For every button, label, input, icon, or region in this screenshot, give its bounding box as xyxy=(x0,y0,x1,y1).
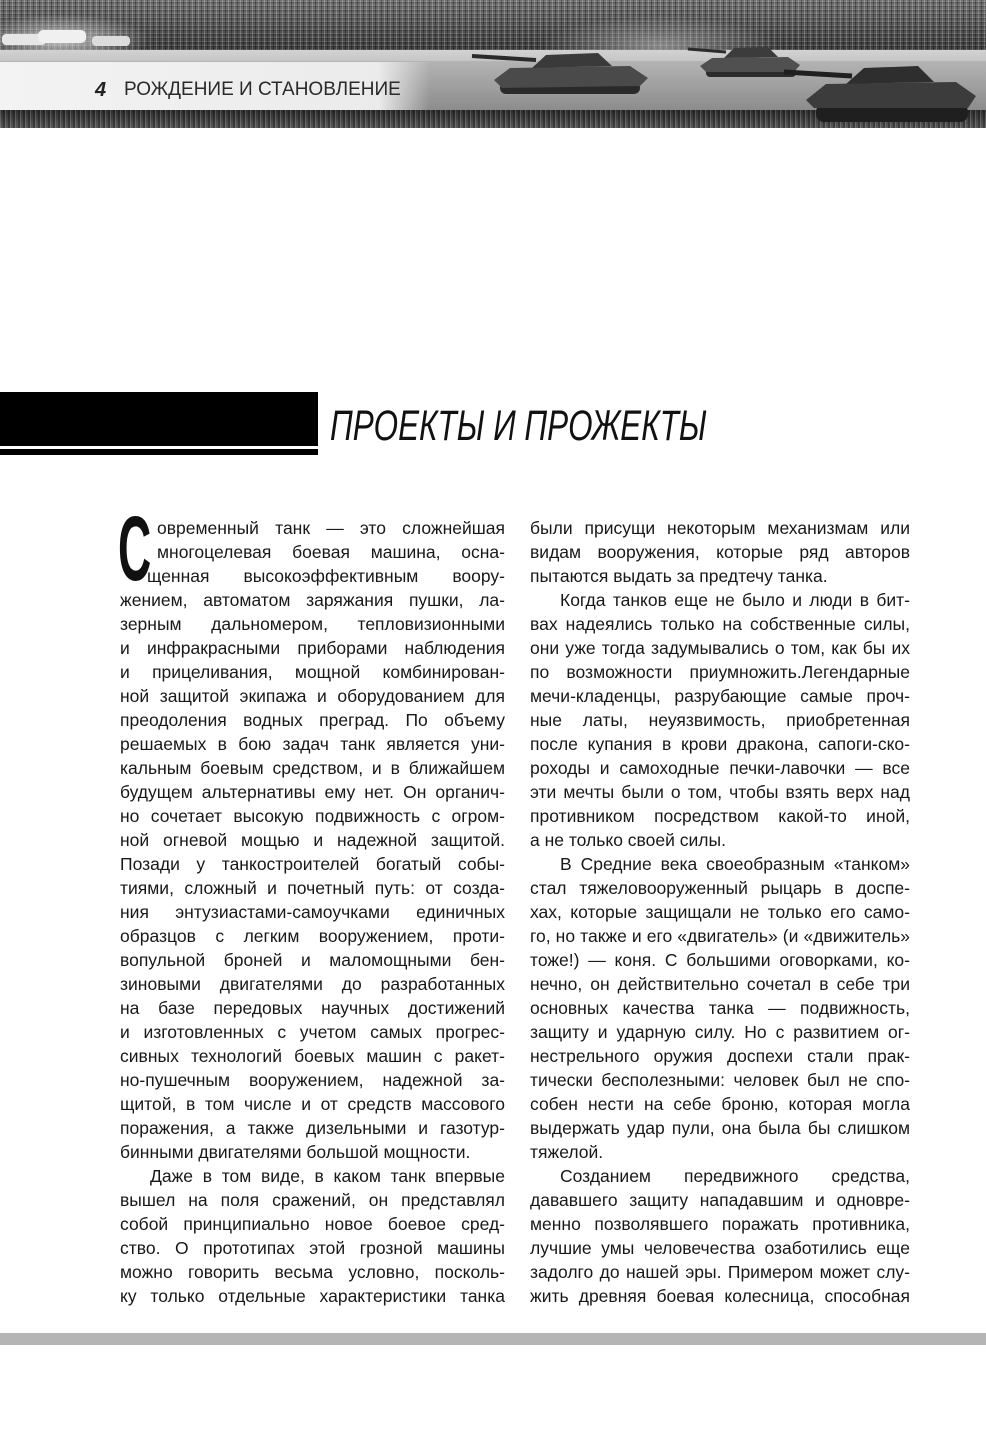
text-line: можно говорить весьма условно, посколь- xyxy=(120,1262,505,1282)
text-line: стал тяжеловооруженный рыцарь в доспе- xyxy=(530,878,910,898)
tank-turret xyxy=(846,66,934,84)
text-line: собой принципиально новое боевое сред- xyxy=(120,1214,505,1234)
text-line: В Средние века своеобразным «танком» xyxy=(560,854,910,874)
footer-bar xyxy=(0,1333,986,1345)
text-line: защиту и ударную силу. Но с развитием ог- xyxy=(530,1022,910,1042)
text-line: ные латы, неуязвимость, приобретенная xyxy=(530,710,910,730)
car-silhouette xyxy=(92,36,130,46)
text-line: собен нести на себе броню, которая могла xyxy=(530,1094,910,1114)
tank-silhouette xyxy=(688,47,800,77)
text-line: тяжелой. xyxy=(530,1142,604,1162)
text-line: дававшего защиту нападавшим и одновре- xyxy=(530,1190,910,1210)
text-line: поражения, а также дизельными и газотур- xyxy=(120,1118,505,1138)
text-line: вах надеялись только на собственные силы, xyxy=(530,614,910,634)
text-line: жением, автоматом заряжания пушки, ла- xyxy=(120,590,505,610)
text-line: овременный танк — это сложнейшая xyxy=(157,518,505,538)
text-line: ство. О прототипах этой грозной машины xyxy=(120,1238,505,1258)
tank-barrel xyxy=(688,49,726,52)
text-line: Когда танков еще не было и люди в бит- xyxy=(560,590,910,610)
tank-hull xyxy=(806,82,976,108)
paragraph xyxy=(530,516,910,588)
text-line: лучшие умы человечества озаботились еще xyxy=(530,1238,910,1258)
text-line: роходы и самоходные печки-лавочки — все xyxy=(530,758,910,778)
car-silhouettes xyxy=(2,30,130,46)
text-line: а не только своей силы. xyxy=(530,830,726,850)
text-line: были присущи некоторым механизмам или xyxy=(530,518,910,538)
text-line: ку только отдельные характеристики танка xyxy=(120,1286,505,1306)
text-line: они уже тогда задумывались о том, как бы их xyxy=(530,638,910,658)
text-line: нестрельного оружия доспехи стали прак- xyxy=(530,1046,910,1066)
text-line: Даже в том виде, в каком танк впервые xyxy=(150,1166,505,1186)
paragraph xyxy=(120,516,505,1164)
car-silhouette xyxy=(38,30,86,43)
text-line: зерным дальномером, тепловизионными xyxy=(120,614,505,634)
text-line: но сочетает высокую подвижность с огром- xyxy=(120,806,505,826)
text-line: ной защитой экипажа и оборудованием для xyxy=(120,686,505,706)
page-number: 4 xyxy=(95,79,107,101)
text-line: но-пушечным вооружением, надежной за- xyxy=(120,1070,505,1090)
running-title-band xyxy=(0,62,430,110)
tank-hull xyxy=(494,66,648,88)
drop-cap: С xyxy=(118,498,152,600)
page-header xyxy=(0,0,986,128)
text-line: решаемых в бою задач танк является уни- xyxy=(120,734,505,754)
text-line: вопульной броней и маломощными бен- xyxy=(120,950,505,970)
text-line: по возможности приумножить.Легендарные xyxy=(530,662,910,682)
text-line: вышел на поля сражений, он представлял xyxy=(120,1190,505,1210)
text-line: кальным боевым средством, и в ближайшем xyxy=(120,758,505,778)
text-line: и прицеливания, мощной комбинирован- xyxy=(120,662,505,682)
text-line: жить древняя боевая колесница, способная xyxy=(530,1286,910,1306)
text-column-left xyxy=(120,516,505,1308)
text-line: щенная высокоэффективным воору- xyxy=(147,566,505,586)
paragraph xyxy=(120,1164,505,1308)
text-line: многоцелевая боевая машина, осна- xyxy=(157,542,505,562)
text-line: тоже!) — коня. С большими оговорками, ко- xyxy=(530,950,910,970)
text-line: и изготовленных с учетом самых прогрес- xyxy=(120,1022,505,1042)
text-line: хах, которые защищали не только его само- xyxy=(530,902,910,922)
text-line: мечи-кладенцы, разрубающие самые проч- xyxy=(530,686,910,706)
tank-silhouette xyxy=(472,53,648,94)
text-line: будущем альтернативы ему нет. Он органич- xyxy=(120,782,505,802)
paragraph xyxy=(530,588,910,852)
text-line: задолго до нашей эры. Примером может слу- xyxy=(530,1262,910,1282)
text-line: сивных технологий боевых машин с ракет- xyxy=(120,1046,505,1066)
tank-barrel xyxy=(472,56,536,60)
text-line: пытаются выдать за предтечу танка. xyxy=(530,566,828,586)
text-line: го, но также и его «двигатель» (и «движитель» xyxy=(530,926,910,946)
text-line: бинными двигателями большой мощности. xyxy=(120,1142,471,1162)
text-column-right xyxy=(530,516,910,1308)
text-line: ния энтузиастами-самоучками единичных xyxy=(120,902,505,922)
text-line: основных качества танка — подвижность, xyxy=(530,998,910,1018)
text-line: Созданием передвижного средства, xyxy=(560,1166,910,1186)
tank-silhouette xyxy=(784,66,976,122)
text-line: после купания в крови дракона, сапоги-ско- xyxy=(530,734,910,754)
text-line: на базе передовых научных достижений xyxy=(120,998,505,1018)
text-line: и инфракрасными приборами наблюдения xyxy=(120,638,505,658)
paragraph xyxy=(530,1164,910,1308)
section-title: ПРОЕКТЫ И ПРОЖЕКТЫ xyxy=(330,402,707,450)
text-line: тически бесполезными: человек был не спо- xyxy=(530,1070,910,1090)
text-line: зиновыми двигателями до разработанных xyxy=(120,974,505,994)
text-line: менно позволявшего поражать противника, xyxy=(530,1214,910,1234)
text-line: Позади у танкостроителей богатый собы- xyxy=(120,854,505,874)
text-line: выдержать удар пули, она была бы слишком xyxy=(530,1118,910,1138)
text-line: ной огневой мощью и надежной защитой. xyxy=(120,830,505,850)
text-line: щитой, в том числе и от средств массового xyxy=(120,1094,505,1114)
section-title-bar xyxy=(0,392,318,446)
tank-turret xyxy=(724,47,778,58)
section-title-rule xyxy=(0,449,318,455)
text-line: тиями, сложный и почетный путь: от созда- xyxy=(120,878,505,898)
text-line: видам вооружения, которые ряд авторов xyxy=(530,542,910,562)
tank-turret xyxy=(532,53,612,68)
text-line: образцов с легким вооружением, проти- xyxy=(120,926,505,946)
paragraph xyxy=(530,852,910,1164)
running-title: РОЖДЕНИЕ И СТАНОВЛЕНИЕ xyxy=(124,79,401,100)
text-line: противником посредством какой-то иной, xyxy=(530,806,910,826)
text-line: нечно, он действительно сочетал в себе три xyxy=(530,974,910,994)
text-line: преодоления водных преград. По объему xyxy=(120,710,505,730)
text-line: эти мечты были о том, чтобы взять верх над xyxy=(530,782,910,802)
